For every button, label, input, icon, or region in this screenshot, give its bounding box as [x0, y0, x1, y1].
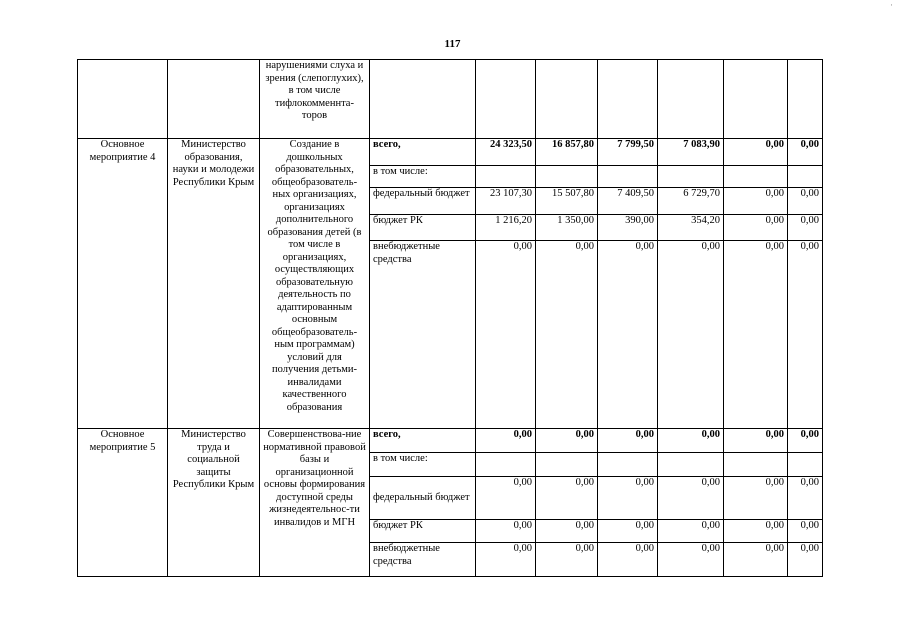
cell-main-measure: Основное мероприятие 5 [78, 429, 168, 577]
cell-value [788, 453, 823, 477]
cell-value [536, 453, 598, 477]
cell-value: 0,00 [724, 188, 788, 215]
cell-value: 0,00 [476, 520, 536, 543]
cell-value: 0,00 [476, 241, 536, 429]
cell-value [598, 453, 658, 477]
cell-source: федеральный бюджет [370, 188, 476, 215]
cell-value: 7 409,50 [598, 188, 658, 215]
cell-description: Совершенствова-ние нормативной правовой базы и организационной основы формирования доступной среды жизнедеятельнос-ти инвалидов и МГН [260, 429, 370, 577]
cell-value [658, 60, 724, 139]
cell-value: 0,00 [658, 543, 724, 577]
cell-value: 0,00 [658, 520, 724, 543]
cell-value: 0,00 [788, 139, 823, 166]
cell-value: 7 083,90 [658, 139, 724, 166]
table-row-m4-total [78, 139, 823, 166]
cell-source: бюджет РК [370, 520, 476, 543]
table-row-continuation [78, 60, 823, 139]
cell-description: нарушениями слуха и зрения (слепоглухих), в том числе тифлокомменнта-торов [260, 60, 370, 139]
cell-value: 23 107,30 [476, 188, 536, 215]
cell-value: 0,00 [536, 520, 598, 543]
cell-value: 7 799,50 [598, 139, 658, 166]
cell-source: всего, [370, 139, 476, 166]
cell-value: 0,00 [788, 215, 823, 241]
cell-value [476, 166, 536, 188]
cell-value: 0,00 [724, 543, 788, 577]
cell-value [598, 166, 658, 188]
cell-value [476, 453, 536, 477]
cell-source: всего, [370, 429, 476, 453]
cell-source: внебюджетные средства [370, 241, 476, 429]
cell-source-empty [370, 60, 476, 139]
cell-main-empty [78, 60, 168, 139]
cell-value [724, 453, 788, 477]
cell-value: 0,00 [724, 477, 788, 520]
budget-table [77, 59, 823, 577]
cell-value: 0,00 [598, 543, 658, 577]
cell-organization: Министерство труда и социальной защиты Республики Крым [168, 429, 260, 577]
cell-value [536, 166, 598, 188]
cell-value: 0,00 [724, 215, 788, 241]
cell-value [658, 453, 724, 477]
cell-value: 0,00 [788, 520, 823, 543]
table-row-m5-total [78, 429, 823, 453]
cell-source: в том числе: [370, 453, 476, 477]
cell-value: 0,00 [724, 429, 788, 453]
cell-value: 0,00 [536, 543, 598, 577]
cell-value [658, 166, 724, 188]
cell-value: 6 729,70 [658, 188, 724, 215]
cell-value: 24 323,50 [476, 139, 536, 166]
cell-value [788, 60, 823, 139]
cell-value: 0,00 [598, 241, 658, 429]
cell-value: 15 507,80 [536, 188, 598, 215]
cell-value: 0,00 [536, 429, 598, 453]
cell-value [598, 60, 658, 139]
cell-value: 0,00 [724, 139, 788, 166]
cell-value [724, 60, 788, 139]
cell-value: 1 350,00 [536, 215, 598, 241]
cell-value: 0,00 [658, 429, 724, 453]
cell-value: 0,00 [788, 188, 823, 215]
cell-value: 0,00 [658, 477, 724, 520]
cell-source: бюджет РК [370, 215, 476, 241]
scan-mark: · [890, 0, 893, 10]
cell-source: внебюджетные средства [370, 543, 476, 577]
cell-value: 390,00 [598, 215, 658, 241]
cell-organization: Министерство образования, науки и молодежи Республики Крым [168, 139, 260, 429]
cell-value: 0,00 [476, 543, 536, 577]
cell-value: 0,00 [724, 241, 788, 429]
page-number: 117 [444, 38, 461, 50]
cell-org-empty [168, 60, 260, 139]
cell-value: 0,00 [788, 543, 823, 577]
cell-value: 0,00 [724, 520, 788, 543]
cell-source: в том числе: [370, 166, 476, 188]
cell-value: 0,00 [598, 429, 658, 453]
cell-value: 0,00 [476, 429, 536, 453]
cell-value: 354,20 [658, 215, 724, 241]
cell-value: 1 216,20 [476, 215, 536, 241]
cell-value [476, 60, 536, 139]
cell-description: Создание в дошкольных образовательных, общеобразователь-ных организациях, организациях дополнительного образования детей (в том числе в организациях, осуществляющих образовательную деятельность по адаптированным основным общеобразователь-ным программам) условий для получения детьми-инвалидами качественного образования [260, 139, 370, 429]
cell-value: 0,00 [788, 477, 823, 520]
cell-value: 0,00 [536, 241, 598, 429]
cell-value: 0,00 [476, 477, 536, 520]
cell-value [536, 60, 598, 139]
cell-source: федеральный бюджет [370, 477, 476, 520]
cell-value [788, 166, 823, 188]
cell-value: 0,00 [536, 477, 598, 520]
cell-value: 0,00 [788, 429, 823, 453]
cell-value: 0,00 [598, 520, 658, 543]
cell-value: 16 857,80 [536, 139, 598, 166]
cell-value: 0,00 [658, 241, 724, 429]
cell-main-measure: Основное мероприятие 4 [78, 139, 168, 429]
cell-value: 0,00 [788, 241, 823, 429]
cell-value: 0,00 [598, 477, 658, 520]
cell-value [724, 166, 788, 188]
